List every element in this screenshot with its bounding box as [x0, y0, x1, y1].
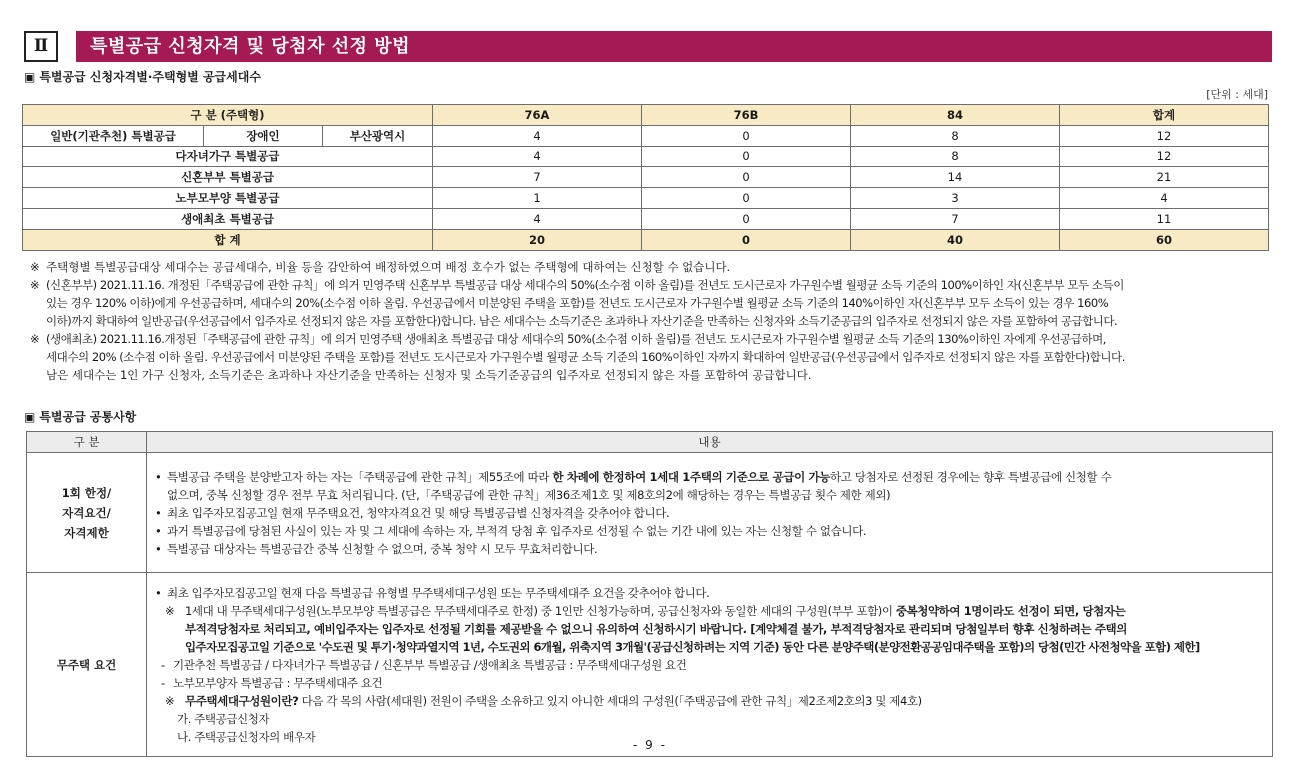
section-title: 특별공급 신청자격 및 당첨자 선정 방법 [76, 31, 1272, 62]
note-mark-icon: ※ [165, 603, 175, 618]
cell: 8 [851, 125, 1060, 146]
page-number: - 9 - [633, 738, 667, 752]
content-cell [147, 453, 1273, 573]
note-item: ※ 무주택세대구성원이란? 다음 각 목의 사람(세대원) 전원이 주택을 소유하고 있지 아니한 세대의 구성원(「주택공급에 관한 규칙」제2조제2호의3 및 제4호) [165, 693, 922, 708]
header-col: 76A [433, 105, 642, 126]
list-item: • 특별공급 주택을 분양받고자 하는 자는「주택공급에 관한 규칙」제55조에 따라 한 차례에 한정하여 1세대 1주택의 기준으로 공급이 가능하고 당첨자로 선정된 경우에는 향후 특별공급에 신청할 수 [155, 469, 1112, 484]
cell: 12 [1060, 125, 1269, 146]
note-item [30, 258, 1280, 276]
content-cell [147, 573, 1273, 757]
bullet-icon: • [155, 585, 162, 600]
cell: 0 [642, 146, 851, 167]
unit-label: [단위 : 세대] [1206, 88, 1268, 101]
note-text: 이하)까지 확대하여 일반공급(우선공급에서 입주자로 선정되지 않은 자를 포함한다)합니다. 남은 세대수는 소득기준은 초과하나 자산기준을 만족하는 신청자와 소득기준공급의 입주자로 선정되지 않은 자를 포함하여 공급합니다. [46, 314, 1118, 328]
row-label: 부산광역시 [323, 125, 433, 146]
section-number: Ⅱ [24, 31, 58, 62]
cell: 7 [851, 208, 1060, 229]
dash-icon: - [161, 675, 165, 690]
table-total-row [23, 229, 1269, 250]
note-mark-icon: ※ [30, 332, 40, 346]
row-label: 노부모부양 특별공급 [23, 188, 433, 209]
header-col: 합계 [1060, 105, 1269, 126]
sub-item: 나. 주택공급신청자의 배우자 [177, 729, 316, 744]
notes [30, 258, 1280, 384]
cell: 8 [851, 146, 1060, 167]
total-cell: 20 [433, 229, 642, 250]
list-item-continued: 없으며, 중복 신청할 경우 전부 무효 처리됩니다. (단,「주택공급에 관한 규칙」제36조제1호 및 제8호의2에 해당하는 경우는 특별공급 횟수 제한 제외) [167, 487, 891, 502]
cell: 11 [1060, 208, 1269, 229]
total-label: 합 계 [23, 229, 433, 250]
header-col: 84 [851, 105, 1060, 126]
square-bullet-icon: ▣ [24, 70, 36, 84]
cell: 1 [433, 188, 642, 209]
row-label: 생애최초 특별공급 [23, 208, 433, 229]
dash-icon: - [161, 657, 165, 672]
cell: 14 [851, 167, 1060, 188]
square-bullet-icon: ▣ [24, 410, 36, 424]
note-text: 세대수의 20% (소수점 이하 올림. 우선공급에서 미분양된 주택을 포함)를 전년도 도시근로자 가구원수별 월평균 소득 기준의 160%이하인 자까지 확대하여 일반공급(우선공급에서 입주자로 선정되지 않은 자를 포함한다)합니다. [46, 350, 1125, 364]
table-header-row [27, 432, 1273, 453]
list-item: - 노부모부양자 특별공급 : 무주택세대주 요건 [161, 675, 383, 690]
table-row [23, 188, 1269, 209]
table-row [27, 573, 1273, 757]
common-subtitle: ▣ 특별공급 공통사항 [24, 410, 137, 424]
table-row [23, 167, 1269, 188]
bullet-icon: • [155, 541, 162, 556]
row-label: 장애인 [204, 125, 323, 146]
list-item: • 최초 입주자모집공고일 현재 다음 특별공급 유형별 무주택세대구성원 또는 무주택세대주 요건을 갖추어야 합니다. [155, 585, 710, 600]
list-item: - 기관추천 특별공급 / 다자녀가구 특별공급 / 신혼부부 특별공급 /생애최초 특별공급 : 무주택세대구성원 요건 [161, 657, 687, 672]
cell: 3 [851, 188, 1060, 209]
note-item [30, 276, 1280, 330]
header-label: 구 분 (주택형) [23, 105, 433, 126]
cell: 4 [433, 125, 642, 146]
note-text: 주택형별 특별공급대상 세대수는 공급세대수, 비율 등을 감안하여 배정하였으며 배정 호수가 없는 주택형에 대하여는 신청할 수 없습니다. [46, 260, 731, 274]
note-mark-icon: ※ [30, 260, 40, 274]
list-item: • 과거 특별공급에 당첨된 사실이 있는 자 및 그 세대에 속하는 자, 부적격 당첨 후 입주자로 선정될 수 없는 기간 내에 있는 자는 신청할 수 없습니다. [155, 523, 867, 538]
cell: 4 [433, 146, 642, 167]
table-header-row [23, 105, 1269, 126]
note-text: (생애최초) 2021.11.16.개정된「주택공급에 관한 규칙」에 의거 민영주택 생애최초 특별공급 대상 세대수의 50%(소수점 이하 올림)를 전년도 도시근로자 가구원수별 월평균 소득 기준의 130%이하인 자에게 우선공급하며, [46, 332, 1106, 346]
cell: 4 [433, 208, 642, 229]
table-row [23, 146, 1269, 167]
note-text: (신혼부부) 2021.11.16. 개정된「주택공급에 관한 규칙」에 의거 민영주택 신혼부부 특별공급 대상 세대수의 50%(소수점 이하 올림)를 전년도 도시근로자 가구원수별 월평균 소득 기준의 100%이하인 자(신혼부부 모두 소득이 [46, 278, 1124, 292]
cell: 12 [1060, 146, 1269, 167]
bullet-icon: • [155, 469, 162, 484]
table-row [23, 125, 1269, 146]
table-row [23, 208, 1269, 229]
cell: 7 [433, 167, 642, 188]
cell: 0 [642, 125, 851, 146]
note-mark-icon: ※ [30, 278, 40, 292]
cell: 4 [1060, 188, 1269, 209]
total-cell: 40 [851, 229, 1060, 250]
common-table [26, 431, 1273, 757]
note-item: ※ 1세대 내 무주택세대구성원(노부모부양 특별공급은 무주택세대주로 한정) 중 1인만 신청가능하며, 공급신청자와 동일한 세대의 구성원(부부 포함)이 중복청약하여 1명이라도 선정이 되면, 당첨자는 [165, 603, 1126, 618]
total-cell: 60 [1060, 229, 1269, 250]
cell: 0 [642, 167, 851, 188]
note-mark-icon: ※ [165, 693, 175, 708]
note-text: 남은 세대수는 1인 가구 신청자, 소득기준은 초과하나 자산기준을 만족하는 신청자 및 소득기준공급의 입주자로 선정되지 않은 자를 포함하여 공급합니다. [46, 368, 812, 382]
header-content: 내용 [147, 432, 1273, 453]
cell: 21 [1060, 167, 1269, 188]
list-item: • 최초 입주자모집공고일 현재 무주택요건, 청약자격요건 및 해당 특별공급별 신청자격을 갖추어야 합니다. [155, 505, 670, 520]
row-label: 다자녀가구 특별공급 [23, 146, 433, 167]
category-cell: 1회 한정/ 자격요건/ 자격제한 [27, 453, 147, 573]
note-continued: 부적격당첨자로 처리되고, 예비입주자는 입주자로 선정될 기회를 제공받을 수 없으니 유의하여 신청하시기 바랍니다. [계약체결 불가, 부적격당첨자로 관리되며 당첨일부터 향후 신청하려는 주택의 [185, 621, 1127, 636]
note-continued: 입주자모집공고일 기준으로 '수도권 및 투기·청약과열지역 1년, 수도권외 6개월, 위축지역 3개월'(공급신청하려는 지역 기준) 동안 다른 분양주택(분양전환공공임대주택을 포함)의 당첨(민간 사전청약을 포함) 제한] [185, 639, 1200, 654]
table-row [27, 453, 1273, 573]
total-cell: 0 [642, 229, 851, 250]
row-label: 일반(기관추천) 특별공급 [23, 125, 204, 146]
header-col: 76B [642, 105, 851, 126]
row-label: 신혼부부 특별공급 [23, 167, 433, 188]
list-item: • 특별공급 대상자는 특별공급간 중복 신청할 수 없으며, 중복 청약 시 모두 무효처리합니다. [155, 541, 598, 556]
sub-item: 가. 주택공급신청자 [177, 711, 270, 726]
category-cell: 무주택 요건 [27, 573, 147, 757]
cell: 0 [642, 188, 851, 209]
bullet-icon: • [155, 523, 162, 538]
bullet-icon: • [155, 505, 162, 520]
note-item [30, 330, 1280, 384]
header-category: 구 분 [27, 432, 147, 453]
note-text: 있는 경우 120% 이하)에게 우선공급하며, 세대수의 20%(소수점 이하 올림. 우선공급에서 미분양된 주택을 포함)를 전년도 도시근로자 가구원수별 월평균 소득 기준의 140%이하인 자(신혼부부 모두 소득이 있는 경우 160% [46, 296, 1109, 310]
supply-subtitle: ▣ 특별공급 신청자격별·주택형별 공급세대수 [24, 70, 261, 84]
supply-table [22, 104, 1269, 251]
cell: 0 [642, 208, 851, 229]
